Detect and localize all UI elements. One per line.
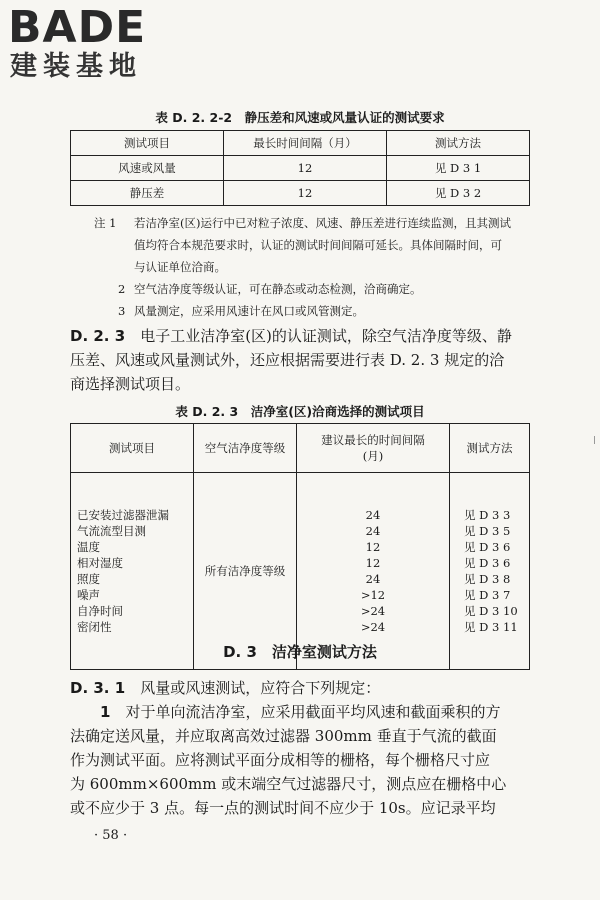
note-1-line: 若洁净室(区)运行中已对粒子浓度、风速、静压差进行连续监测，且其测试 bbox=[134, 216, 511, 230]
list-item: 温度 bbox=[77, 540, 100, 554]
clause-text: 对于单向流洁净室，应采用截面平均风速和截面乘积的方 bbox=[125, 703, 501, 721]
page-number: · 58 · bbox=[94, 828, 128, 843]
table-cell: 见 D 3 2 bbox=[387, 181, 530, 206]
list-item: 12 bbox=[365, 556, 381, 570]
table-row bbox=[71, 181, 530, 206]
list-item: 见 D 3 8 bbox=[464, 572, 511, 586]
section-heading: D. 3 洁净室测试方法 bbox=[223, 643, 377, 661]
list-item: 见 D 3 10 bbox=[464, 604, 518, 618]
table-header: 测试项目 bbox=[71, 424, 194, 473]
list-item: 见 D 3 5 bbox=[464, 524, 511, 538]
note-1-line: 与认证单位洽商。 bbox=[134, 260, 226, 274]
list-item: >24 bbox=[360, 604, 386, 618]
list-item: >24 bbox=[360, 620, 386, 634]
class-cell: 所有洁净度等级 bbox=[194, 473, 297, 670]
clause-number: D. 3. 1 bbox=[70, 679, 126, 697]
intervals-cell bbox=[297, 473, 450, 670]
clause-text: 电子工业洁净室(区)的认证测试，除空气洁净度等级、静 bbox=[140, 327, 512, 345]
table-header: 测试项目 bbox=[71, 131, 224, 156]
list-item: 见 D 3 3 bbox=[464, 508, 511, 522]
table-header-line: 建议最长的时间间隔 bbox=[321, 433, 425, 447]
table-cell: 见 D 3 1 bbox=[387, 156, 530, 181]
clause-text: 作为测试平面。应将测试平面分成相等的栅格，每个栅格尺寸应 bbox=[70, 751, 491, 769]
logo-subtitle: 建装基地 bbox=[10, 51, 142, 82]
list-item: 噪声 bbox=[77, 588, 100, 602]
table-row bbox=[71, 156, 530, 181]
list-item: 相对湿度 bbox=[77, 556, 123, 570]
note-3-label: 3 bbox=[118, 304, 126, 318]
clause-text: 压差、风速或风量测试外，还应根据需要进行表 D. 2. 3 规定的洽 bbox=[70, 351, 505, 369]
list-item: 密闭性 bbox=[77, 620, 112, 634]
note-2: 空气洁净度等级认证，可在静态或动态检测，洽商确定。 bbox=[134, 282, 422, 296]
item-number: 1 bbox=[100, 703, 111, 721]
table-header: 最长时间间隔（月） bbox=[224, 131, 387, 156]
note-3: 风量测定，应采用风速计在风口或风管测定。 bbox=[134, 304, 364, 318]
list-item: 照度 bbox=[77, 572, 100, 586]
table-header: 空气洁净度等级 bbox=[194, 424, 297, 473]
table-header-row bbox=[71, 424, 530, 473]
table-row bbox=[71, 473, 530, 670]
note-2-label: 2 bbox=[118, 282, 126, 296]
list-item: 气流流型目测 bbox=[77, 524, 146, 538]
list-item: 24 bbox=[365, 572, 381, 586]
table2-caption: 表 D. 2. 3 洁净室(区)洽商选择的测试项目 bbox=[175, 404, 425, 419]
table-cell: 静压差 bbox=[71, 181, 224, 206]
table-header: 测试方法 bbox=[387, 131, 530, 156]
clause-text: 法确定送风量，并应取离高效过滤器 300mm 垂直于气流的截面 bbox=[70, 727, 497, 745]
clause-number: D. 2. 3 bbox=[70, 327, 126, 345]
list-item: 12 bbox=[365, 540, 381, 554]
margin-mark bbox=[594, 436, 595, 444]
list-item: 24 bbox=[365, 524, 381, 538]
list-item: 24 bbox=[365, 508, 381, 522]
list-item: 见 D 3 11 bbox=[464, 620, 518, 634]
list-item: 见 D 3 7 bbox=[464, 588, 511, 602]
clause-d31 bbox=[70, 676, 540, 820]
test-items-cell bbox=[71, 473, 194, 670]
table2 bbox=[70, 423, 530, 670]
clause-text: 或不应少于 3 点。每一点的测试时间不应少于 10s。应记录平均 bbox=[70, 799, 496, 817]
table-cell: 12 bbox=[224, 181, 387, 206]
clause-d23 bbox=[70, 324, 540, 396]
methods-cell bbox=[450, 473, 530, 670]
table-header bbox=[297, 424, 450, 473]
clause-text: 为 600mm×600mm 或末端空气过滤器尺寸，测点应在栅格中心 bbox=[70, 775, 507, 793]
table-cell: 风速或风量 bbox=[71, 156, 224, 181]
note-1-line: 值均符合本规范要求时，认证的测试时间间隔可延长。具体间隔时间，可 bbox=[134, 238, 502, 252]
list-item: 已安装过滤器泄漏 bbox=[77, 508, 169, 522]
table-header-line: (月) bbox=[362, 449, 384, 463]
logo-brand: BADE bbox=[8, 2, 147, 53]
clause-text: 商选择测试项目。 bbox=[70, 375, 191, 393]
list-item: 见 D 3 6 bbox=[464, 540, 511, 554]
table-header: 测试方法 bbox=[450, 424, 530, 473]
list-item: 自净时间 bbox=[77, 604, 123, 618]
list-item: 见 D 3 6 bbox=[464, 556, 511, 570]
list-item: >12 bbox=[360, 588, 386, 602]
table-header-row bbox=[71, 131, 530, 156]
bade-logo bbox=[8, 2, 178, 86]
note-1-label: 注 1 bbox=[94, 216, 117, 230]
table1 bbox=[70, 130, 530, 206]
clause-text: 风量或风速测试，应符合下列规定： bbox=[140, 679, 381, 697]
table1-caption: 表 D. 2. 2-2 静压差和风速或风量认证的测试要求 bbox=[155, 110, 445, 125]
table-cell: 12 bbox=[224, 156, 387, 181]
